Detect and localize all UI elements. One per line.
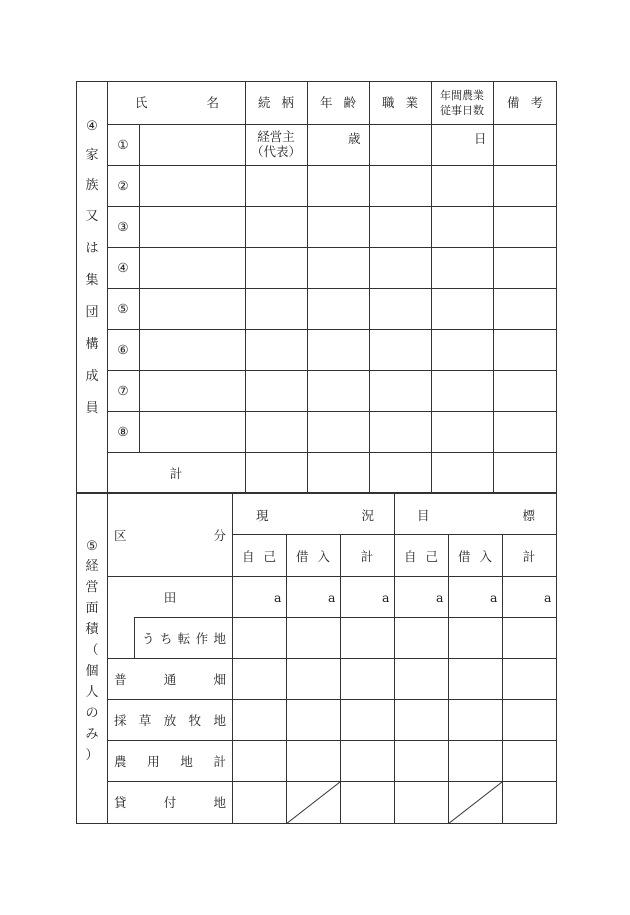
row-number: ⑤ <box>117 301 129 316</box>
row-paddy: 田 <box>163 590 177 605</box>
current-borrowed-header: 借 入 <box>296 549 330 564</box>
row-number: ③ <box>117 219 129 234</box>
row-pasture: 採 草 放 牧 地 <box>114 713 226 728</box>
row-number: ① <box>117 137 129 152</box>
row-number: ④ <box>117 260 129 275</box>
target-header: 目 標 <box>417 508 535 523</box>
header-relation: 続 柄 <box>258 95 294 110</box>
header-age: 年 齢 <box>320 95 356 110</box>
area-unit: a <box>544 590 552 605</box>
row-lent: 貸 付 地 <box>114 795 226 810</box>
row-field: 普 通 畑 <box>114 672 226 687</box>
area-unit: a <box>382 590 390 605</box>
age-unit: 歳 <box>348 131 361 146</box>
header-remarks: 備 考 <box>507 95 543 110</box>
current-header: 現 況 <box>256 508 374 523</box>
row-converted: う ち 転 作 地 <box>142 631 226 646</box>
row-number: ⑥ <box>117 342 129 357</box>
relation-head: 経営主 （代表） <box>250 129 302 159</box>
row-number: ⑧ <box>117 424 129 439</box>
total-label: 計 <box>169 466 183 481</box>
farm-plan-form <box>76 81 557 824</box>
target-borrowed-header: 借 入 <box>458 549 492 564</box>
header-name: 氏 名 <box>135 95 219 110</box>
current-own-header: 自 己 <box>242 549 276 564</box>
area-unit: a <box>490 590 498 605</box>
target-total-header: 計 <box>522 549 536 564</box>
header-farm-days: 年間農業 従事日数 <box>440 89 484 117</box>
area-unit: a <box>436 590 444 605</box>
row-farmland-total: 農 用 地 計 <box>114 754 226 769</box>
area-unit: a <box>328 590 336 605</box>
section4-title: ④ 家 族 又 は 集 団 構 成 員 <box>85 119 99 416</box>
current-total-header: 計 <box>360 549 374 564</box>
row-number: ② <box>117 178 129 193</box>
header-job: 職 業 <box>382 95 418 110</box>
kubun-header: 区 分 <box>114 528 226 543</box>
section5-title: ⑤ 経 営 面 積 （ 個 人 の み ） <box>85 539 99 763</box>
days-unit: 日 <box>474 131 487 146</box>
target-own-header: 自 己 <box>404 549 438 564</box>
row-number: ⑦ <box>117 383 129 398</box>
area-unit: a <box>274 590 282 605</box>
